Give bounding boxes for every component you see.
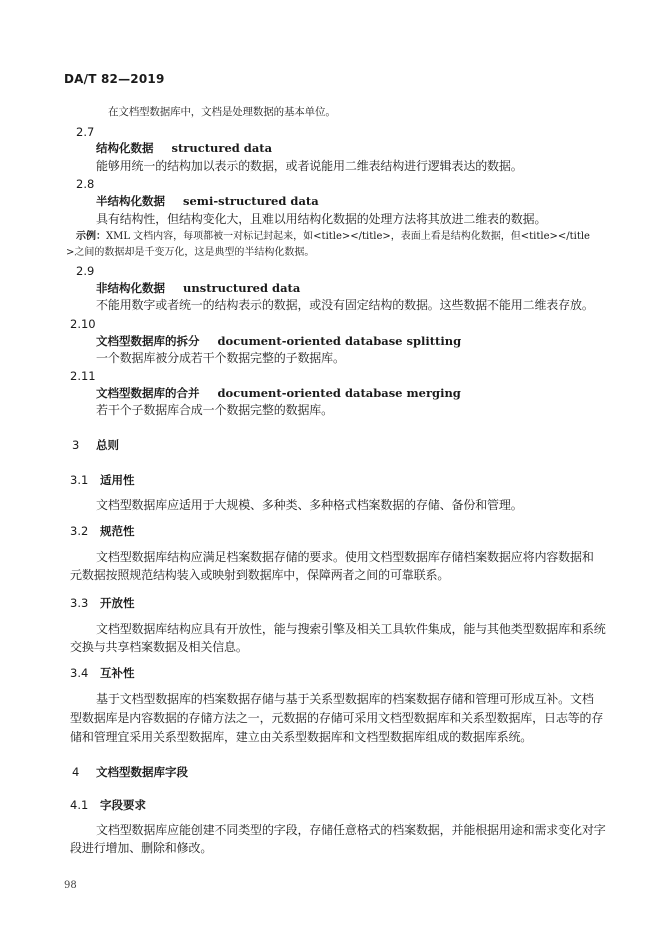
paragraph-line: 文档型数据库应能创建不同类型的字段，存储任意格式的档案数据，并能根据用途和需求变化对字 — [96, 823, 606, 837]
term-definition: 若干个子数据库合成一个数据完整的数据库。 — [96, 403, 334, 417]
term-zh: 文档型数据库的拆分 — [96, 334, 200, 348]
paragraph-line: 文档型数据库结构应具有开放性，能与搜索引擎及相关工具软件集成，能与其他类型数据库和系统 — [96, 622, 606, 636]
term-heading — [96, 385, 461, 401]
paragraph-line: 段进行增加、删除和修改。 — [70, 841, 213, 855]
example-label: 示例： — [76, 231, 106, 242]
page-number: 98 — [64, 880, 77, 891]
term-heading — [96, 333, 461, 349]
subsection-number: 3.1 — [70, 473, 89, 487]
subsection-heading — [70, 472, 135, 488]
term-en: document-oriented database splitting — [217, 334, 462, 348]
term-number: 2.11 — [70, 369, 96, 383]
subsection-title: 互补性 — [100, 666, 135, 680]
section-heading — [72, 437, 119, 453]
subsection-number: 3.3 — [70, 596, 89, 610]
term-number: 2.7 — [76, 125, 95, 139]
term-zh: 半结构化数据 — [96, 194, 165, 208]
section-number: 3 — [72, 438, 80, 452]
example-note — [76, 229, 590, 245]
section-heading — [72, 764, 188, 780]
example-text-2: >之间的数据却是千变万化，这是典型的半结构化数据。 — [66, 247, 315, 258]
subsection-number: 4.1 — [70, 798, 89, 812]
paragraph-line: 基于文档型数据库的档案数据存储与基于关系型数据库的档案数据存储和管理可形成互补。文档 — [96, 692, 594, 706]
subsection-title: 字段要求 — [100, 798, 146, 812]
subsection-number: 3.4 — [70, 666, 89, 680]
example-text-1: XML 文档内容，每项都被一对标记封起来，如<title></title>，表面上看是结构化数据，但<title></title — [106, 231, 590, 242]
term-heading — [96, 193, 319, 209]
standard-header: DA/T 82—2019 — [64, 72, 165, 86]
subsection-heading — [70, 665, 135, 681]
section-number: 4 — [72, 765, 80, 779]
paragraph-line: 文档型数据库结构应满足档案数据存储的要求。使用文档型数据库存储档案数据应将内容数据和 — [96, 550, 594, 564]
term-zh: 结构化数据 — [96, 141, 154, 155]
paragraph-line: 交换与共享档案数据及相关信息。 — [70, 640, 248, 654]
section-title: 文档型数据库字段 — [96, 765, 188, 779]
paragraph-line: 元数据按照规范结构装入或映射到数据库中，保障两者之间的可靠联系。 — [70, 568, 450, 582]
subsection-number: 3.2 — [70, 524, 89, 538]
paragraph-line: 储和管理宜采用关系型数据库，建立由关系型数据库和文档型数据库组成的数据库系统。 — [70, 730, 533, 744]
term-definition: 一个数据库被分成若干个数据完整的子数据库。 — [96, 351, 345, 365]
term-definition: 具有结构性，但结构变化大，且难以用结构化数据的处理方法将其放进二维表的数据。 — [96, 212, 547, 226]
section-title: 总则 — [96, 438, 119, 452]
subsection-title: 适用性 — [100, 473, 135, 487]
term-number: 2.10 — [70, 317, 96, 331]
term-definition: 不能用数字或者统一的结构表示的数据，或没有固定结构的数据。这些数据不能用二维表存放。 — [96, 298, 594, 312]
paragraph-line: 文档型数据库应适用于大规模、多种类、多种格式档案数据的存储、备份和管理。 — [96, 498, 523, 512]
term-number: 2.9 — [76, 264, 95, 278]
term-heading — [96, 280, 300, 296]
term-number: 2.8 — [76, 177, 95, 191]
subsection-heading — [70, 797, 146, 813]
carry-over-line: 在文档型数据库中，文档是处理数据的基本单位。 — [108, 106, 336, 118]
term-zh: 文档型数据库的合并 — [96, 386, 200, 400]
term-en: structured data — [171, 141, 273, 155]
term-en: document-oriented database merging — [217, 386, 461, 400]
subsection-title: 开放性 — [100, 596, 135, 610]
term-en: semi-structured data — [183, 194, 319, 208]
term-en: unstructured data — [183, 281, 301, 295]
term-heading — [96, 140, 272, 156]
subsection-heading — [70, 523, 135, 539]
subsection-title: 规范性 — [100, 524, 135, 538]
subsection-heading — [70, 595, 135, 611]
paragraph-line: 型数据库是内容数据的存储方法之一，元数据的存储可采用文档型数据库和关系型数据库，日志等的存 — [70, 711, 604, 725]
term-definition: 能够用统一的结构加以表示的数据，或者说能用二维表结构进行逻辑表达的数据。 — [96, 159, 523, 173]
term-zh: 非结构化数据 — [96, 281, 165, 295]
